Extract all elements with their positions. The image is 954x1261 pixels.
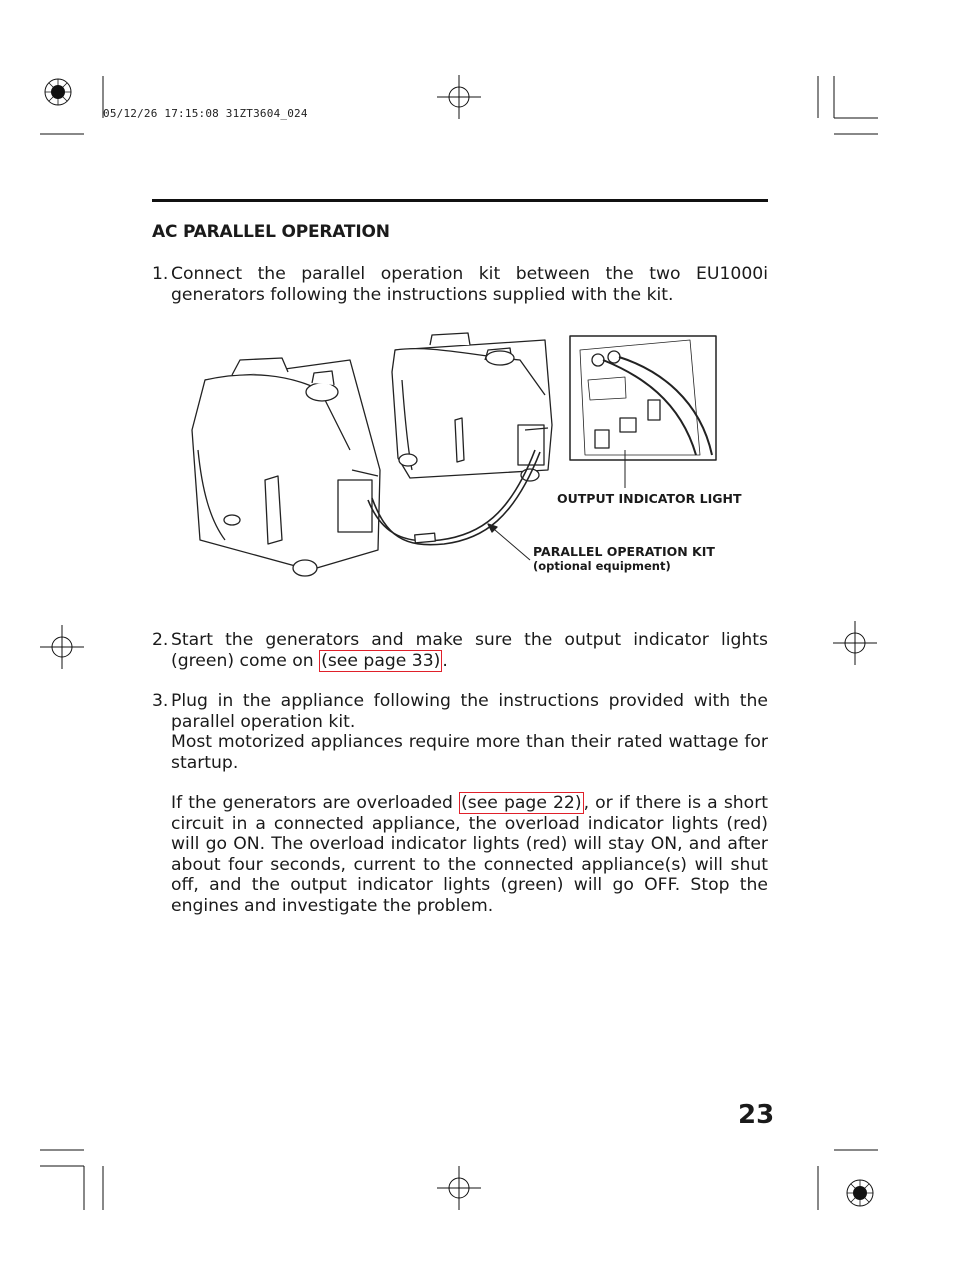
step-2-number: 2. (152, 630, 169, 650)
see-page-22-link[interactable]: (see page 22) (461, 793, 582, 813)
step-3-para3-rest: , or if there is a short circuit in a connected appliance, the overload indicator lights (red) will go ON. The overload indicator lights (red) will stay ON, and after about four seconds, current to the connected appliance(s) will shut off, and the output indicator lights (green) will go OFF. Stop the engines and investigate the problem. (171, 793, 768, 916)
step-3-para2: Most motorized appliances require more than their rated wattage for startup. (171, 732, 768, 773)
step-3-number: 3. (152, 691, 169, 711)
step-2-end: . (442, 650, 448, 671)
page-number: 23 (738, 1100, 775, 1130)
step-3-para3-start: If the generators are overloaded (171, 793, 460, 813)
output-indicator-label: OUTPUT INDICATOR LIGHT (557, 491, 742, 506)
step-3-para1: Plug in the appliance following the instructions provided with the parallel operation kit. (171, 691, 768, 732)
parallel-kit-sublabel: (optional equipment) (533, 559, 671, 573)
step-2-body: Start the generators and make sure the output indicator lights (green) come on (171, 630, 768, 671)
parallel-kit-label: PARALLEL OPERATION KIT (533, 544, 715, 559)
step-1-text: Connect the parallel operation kit between the two EU1000i generators following the instructions supplied with the kit. (171, 264, 768, 305)
print-slug: 05/12/26 17:15:08 31ZT3604_024 (103, 107, 308, 120)
see-page-33-link[interactable]: (see page 33) (321, 650, 441, 671)
step-1-number: 1. (152, 264, 169, 284)
section-heading: AC PARALLEL OPERATION (152, 222, 390, 242)
step-2-text (171, 630, 768, 671)
step-3-para3 (171, 793, 768, 917)
